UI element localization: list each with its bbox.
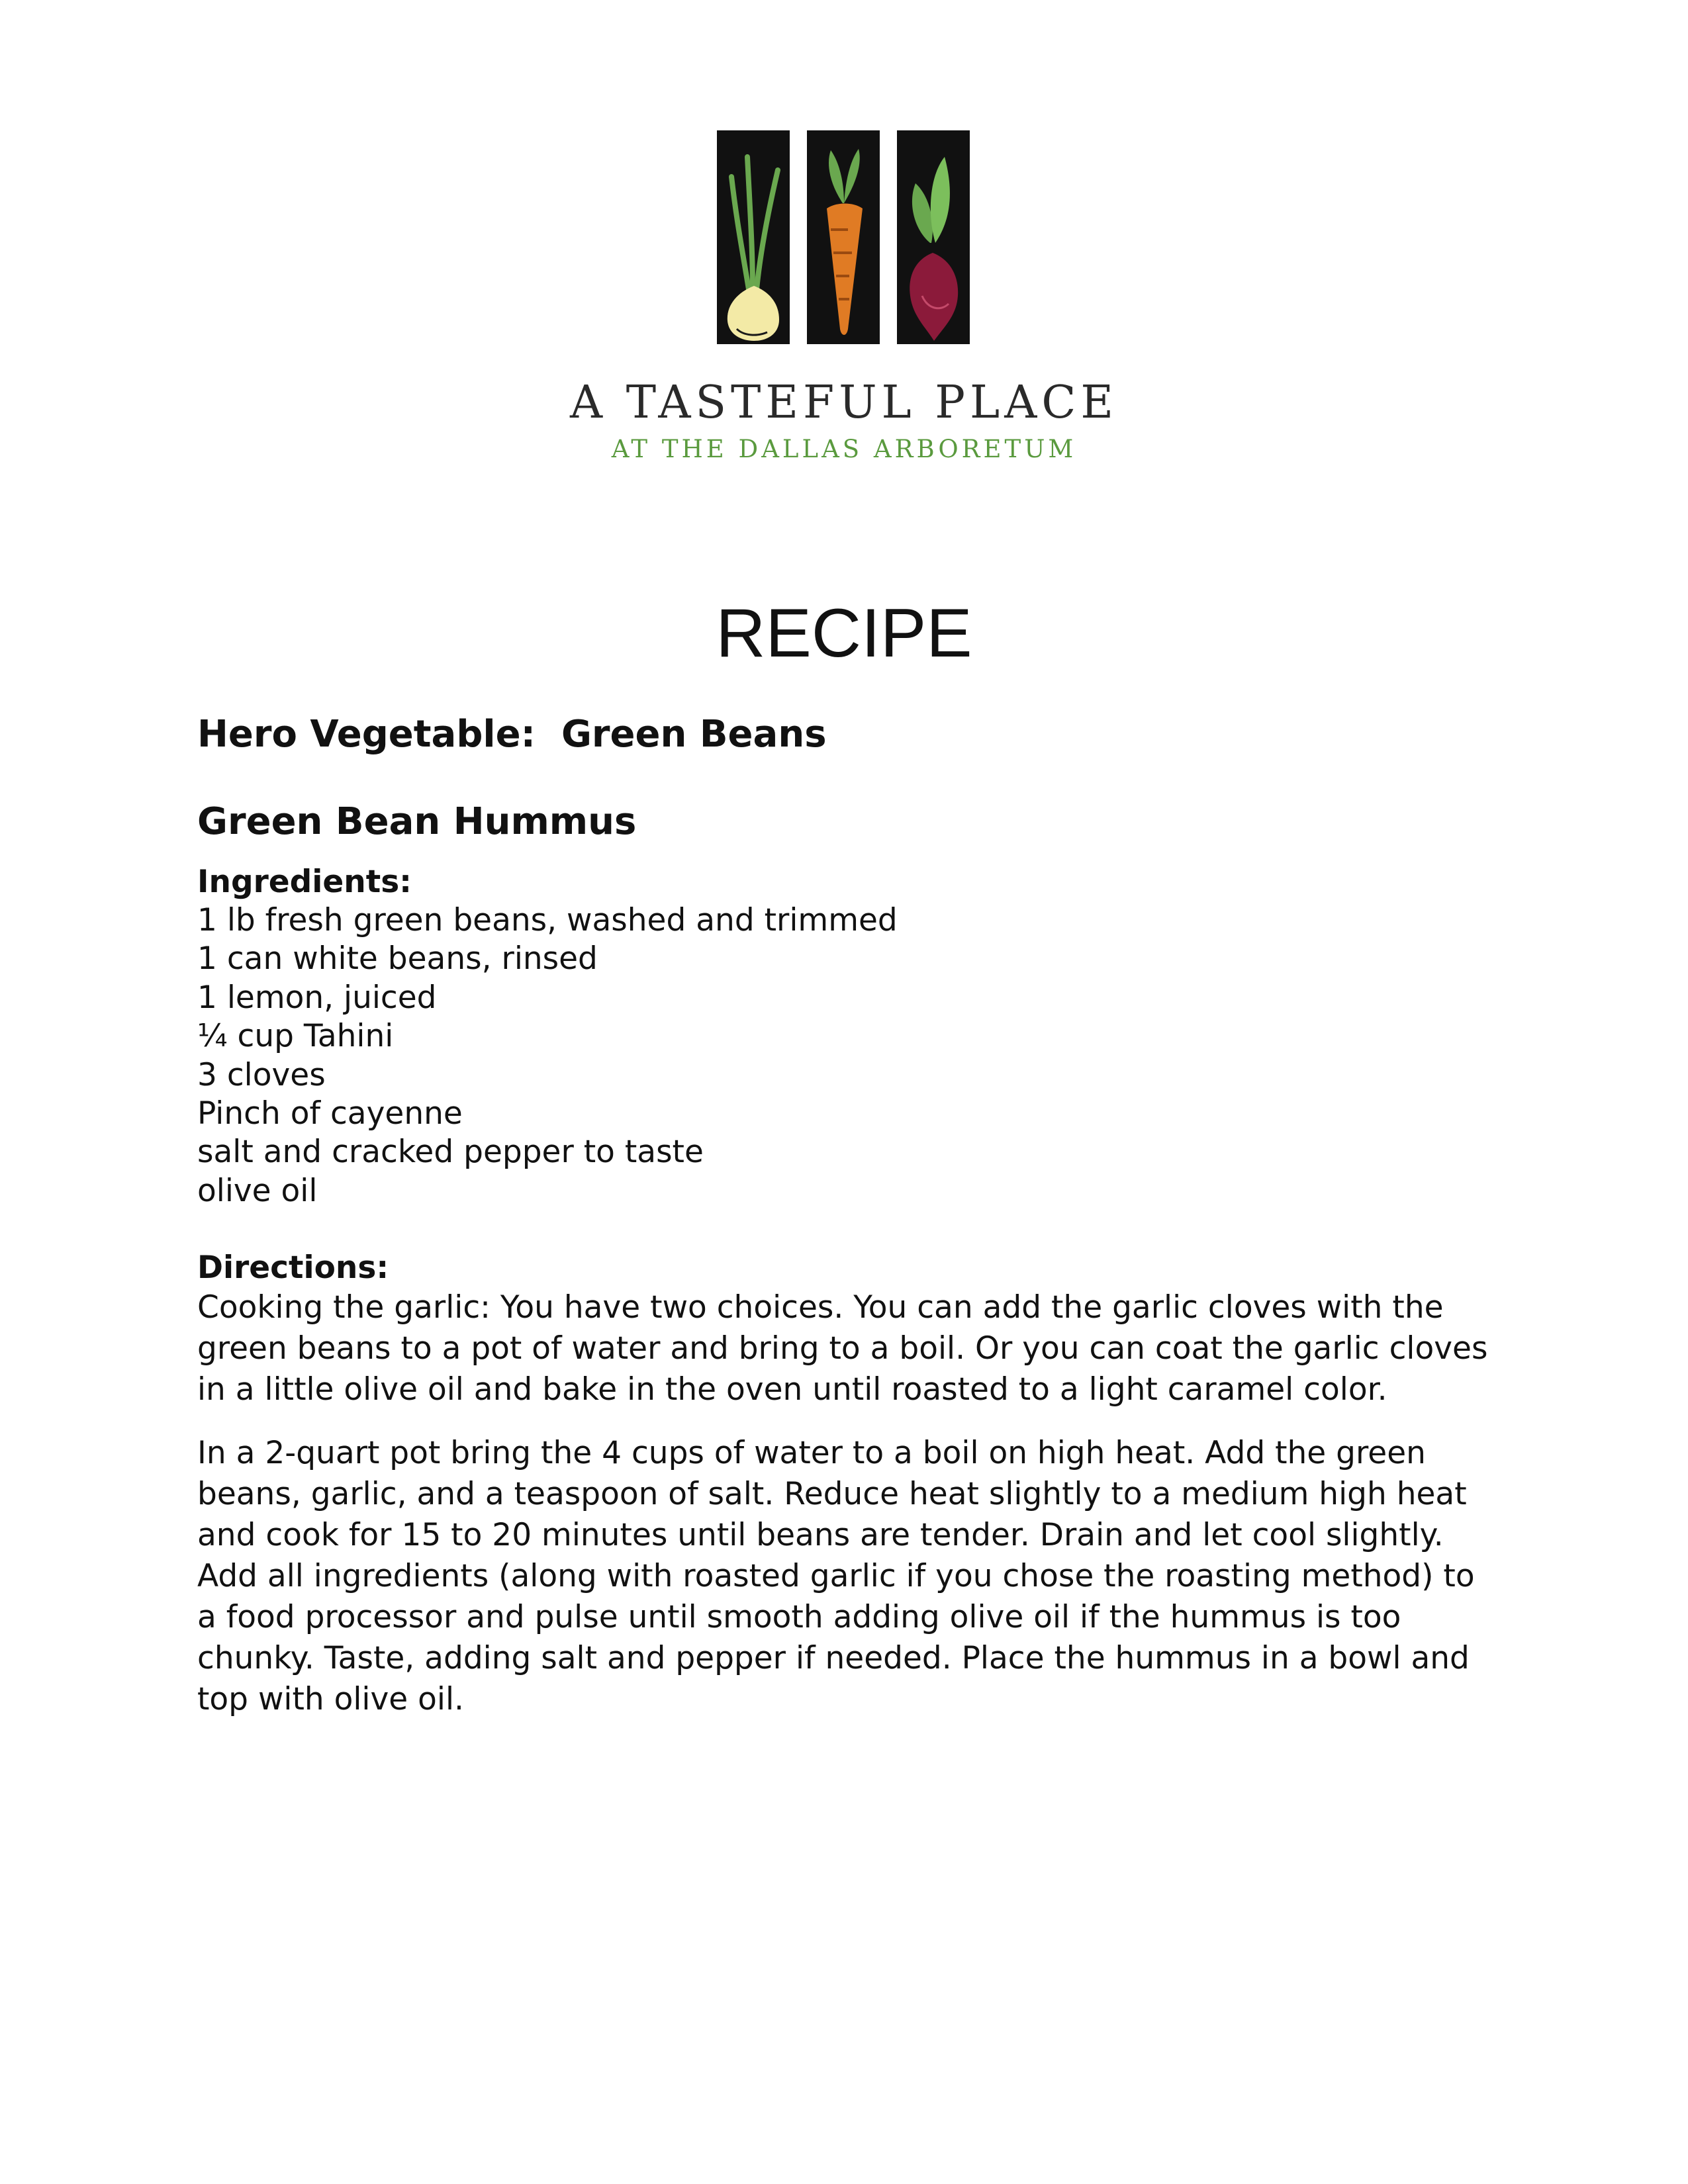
- ingredient-item: Pinch of cayenne: [197, 1095, 463, 1132]
- recipe-name: Green Bean Hummus: [197, 800, 637, 843]
- page-title: RECIPE: [716, 594, 972, 672]
- ingredient-item: 1 can white beans, rinsed: [197, 940, 598, 978]
- directions-paragraph: Cooking the garlic: You have two choices. You can add the garlic cloves with the green beans to a pot of water and bring to a boil. Or you can coat the garlic cloves in a little olive oil and bake in the oven until roasted to a light caramel color.: [197, 1289, 1488, 1408]
- ingredient-item: 1 lemon, juiced: [197, 979, 437, 1016]
- ingredient-item: olive oil: [197, 1172, 318, 1209]
- hero-vegetable: Hero Vegetable: Green Beans: [197, 713, 827, 756]
- brand-name: A TASTEFUL PLACE: [570, 377, 1118, 429]
- ingredient-item: 1 lb fresh green beans, washed and trimmed: [197, 902, 898, 938]
- directions-label: Directions:: [197, 1250, 389, 1287]
- ingredient-item: salt and cracked pepper to taste: [197, 1134, 704, 1171]
- beet-icon: [897, 130, 970, 344]
- logo: [717, 130, 970, 344]
- directions-paragraph: In a 2-quart pot bring the 4 cups of water to a boil on high heat. Add the green beans, garlic, and a teaspoon of salt. Reduce heat slightly to a medium high heat and cook for 15 to 20 minutes until beans are tender. Drain and let cool slightly. Add all ingredients (along with roasted garlic if you chose the roasting method) to a food processor and pulse until smooth adding olive oil if the hummus is too chunky. Taste, adding salt and pepper if needed. Place the hummus in a bowl and top with olive oil.: [197, 1435, 1475, 1718]
- onion-icon: [717, 130, 790, 344]
- ingredients-list: [197, 901, 1495, 1210]
- brand-subtitle: AT THE DALLAS ARBORETUM: [611, 435, 1077, 463]
- ingredient-item: 3 cloves: [197, 1056, 326, 1093]
- recipe-content: [197, 708, 1495, 1720]
- carrot-icon: [807, 130, 880, 344]
- ingredient-item: ¼ cup Tahini: [197, 1018, 394, 1055]
- ingredients-label: Ingredients:: [197, 864, 412, 900]
